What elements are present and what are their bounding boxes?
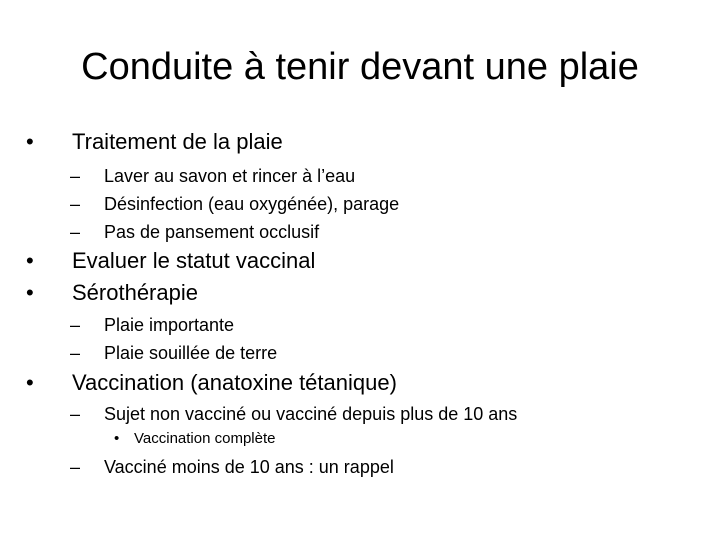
bullet-marker: •	[114, 430, 120, 447]
dash-marker: –	[70, 343, 81, 363]
dash-marker: –	[70, 222, 81, 242]
dash-marker: –	[70, 404, 81, 424]
dash-marker: –	[70, 457, 81, 477]
bullet-text: Evaluer le statut vaccinal	[72, 248, 316, 273]
bullet-text: Sérothérapie	[72, 280, 198, 305]
sub-bullet-text: Laver au savon et rincer à l’eau	[104, 166, 356, 186]
bullet-marker: •	[26, 280, 34, 305]
sub-bullet-text: Sujet non vacciné ou vacciné depuis plus de 10 ans	[104, 404, 518, 424]
bullet-text: Vaccination (anatoxine tétanique)	[72, 370, 397, 395]
dash-marker: –	[70, 315, 81, 335]
bullet-marker: •	[26, 129, 34, 154]
sub-bullet-text: Plaie importante	[104, 315, 235, 335]
bullet-text: Traitement de la plaie	[72, 129, 283, 154]
sub-bullet-text: Désinfection (eau oxygénée), parage	[104, 194, 400, 214]
sub-sub-bullet-text: Vaccination complète	[134, 430, 276, 447]
dash-marker: –	[70, 194, 81, 214]
bullet-marker: •	[26, 248, 34, 273]
sub-bullet-text: Plaie souillée de terre	[104, 343, 278, 363]
sub-bullet-text: Pas de pansement occlusif	[104, 222, 320, 242]
sub-bullet-text: Vacciné moins de 10 ans : un rappel	[104, 457, 394, 477]
dash-marker: –	[70, 166, 81, 186]
bullet-marker: •	[26, 370, 34, 395]
slide-title: Conduite à tenir devant une plaie	[81, 46, 639, 88]
